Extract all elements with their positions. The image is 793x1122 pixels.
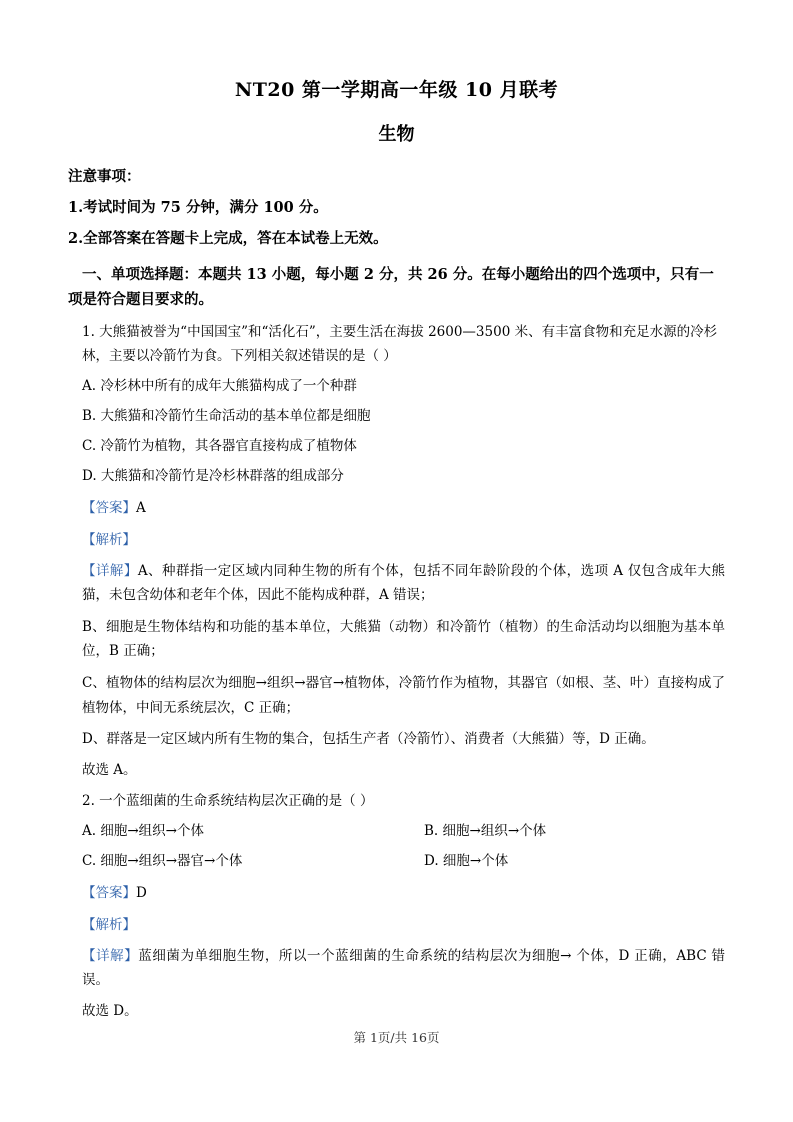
question-2-conclusion: 故选 D。: [82, 1002, 138, 1019]
answer-value: D: [136, 884, 147, 901]
question-2-detail: [68, 944, 725, 993]
notice-heading: 注意事项：: [68, 167, 141, 185]
question-1-option-b: B. 大熊猫和冷箭竹生命活动的基本单位都是细胞: [82, 407, 371, 424]
question-1-detail-b: B、细胞是生物体结构和功能的基本单位，大熊猫（动物）和冷箭竹（植物）的生命活动均以细胞为基本单位，B 正确；: [82, 618, 725, 660]
question-2-option-b: B. 细胞→组织→个体: [424, 822, 547, 839]
page-title: NT20 第一学期高一年级 10 月联考: [234, 79, 559, 101]
question-1-conclusion: 故选 A。: [82, 761, 137, 778]
question-1-detail-a: [68, 559, 725, 608]
question-2-stem: 2. 一个蓝细菌的生命系统结构层次正确的是（ ）: [82, 792, 374, 809]
question-1-detail-c: C、植物体的结构层次为细胞→组织→器官→植物体，冷箭竹作为植物，其器官（如根、茎、叶）直接构成了植物体，中间无系统层次，C 正确；: [82, 675, 725, 716]
answer-value: A: [136, 499, 146, 516]
question-2-options-row-2: [68, 849, 725, 873]
answer-marker: 【答案】: [82, 499, 136, 516]
question-2-option-c: C. 细胞→组织→器官→个体: [82, 852, 243, 869]
question-2-options-row-1: [68, 819, 725, 843]
detail-marker: 【详解】: [82, 947, 139, 964]
question-1-stem: 1. 大熊猫被誉为“中国国宝”和“活化石”，主要生活在海拔 2600—3500 米、有丰富食物和充足水源的冷杉林，主要以冷箭竹为食。下列相关叙述错误的是（ ）: [82, 323, 718, 364]
question-1-option-a: A. 冷杉林中所有的成年大熊猫构成了一个种群: [82, 377, 357, 394]
question-1-analysis-marker: 【解析】: [82, 531, 136, 548]
question-1-answer: [68, 496, 725, 520]
question-1-option-d: D. 大熊猫和冷箭竹是冷杉林群落的组成部分: [82, 467, 344, 484]
section-heading: 一、单项选择题：本题共 13 小题，每小题 2 分，共 26 分。在每小题给出的四个选项中，只有一项是符合题目要求的。: [68, 265, 714, 309]
notice-line-1: 1.考试时间为 75 分钟，满分 100 分。: [68, 198, 328, 216]
answer-marker: 【答案】: [82, 884, 136, 901]
notice-line-2: 2.全部答案在答题卡上完成，答在本试卷上无效。: [68, 230, 388, 248]
question-2-analysis-marker: 【解析】: [82, 916, 136, 933]
detail-text: A、种群指一定区域内同种生物的所有个体，包括不同年龄阶段的个体，选项 A 仅包含成年大熊猫，未包含幼体和老年个体，因此不能构成种群，A 错误；: [82, 562, 725, 604]
page-footer: 第 1页/共 16页: [353, 1030, 440, 1045]
question-1-detail-d: D、群落是一定区域内所有生物的集合，包括生产者（冷箭竹）、消费者（大熊猫）等，D 正确。: [82, 731, 655, 748]
detail-text: 蓝细菌为单细胞生物，所以一个蓝细菌的生命系统的结构层次为细胞→ 个体，D 正确，ABC 错误。: [82, 947, 726, 989]
question-1-option-c: C. 冷箭竹为植物，其各器官直接构成了植物体: [82, 437, 357, 454]
question-2-option-d: D. 细胞→个体: [424, 852, 509, 869]
subject-title: 生物: [378, 123, 415, 145]
detail-marker: 【详解】: [82, 562, 138, 579]
question-2-answer: [68, 881, 725, 905]
question-2-option-a: A. 细胞→组织→个体: [82, 822, 204, 839]
